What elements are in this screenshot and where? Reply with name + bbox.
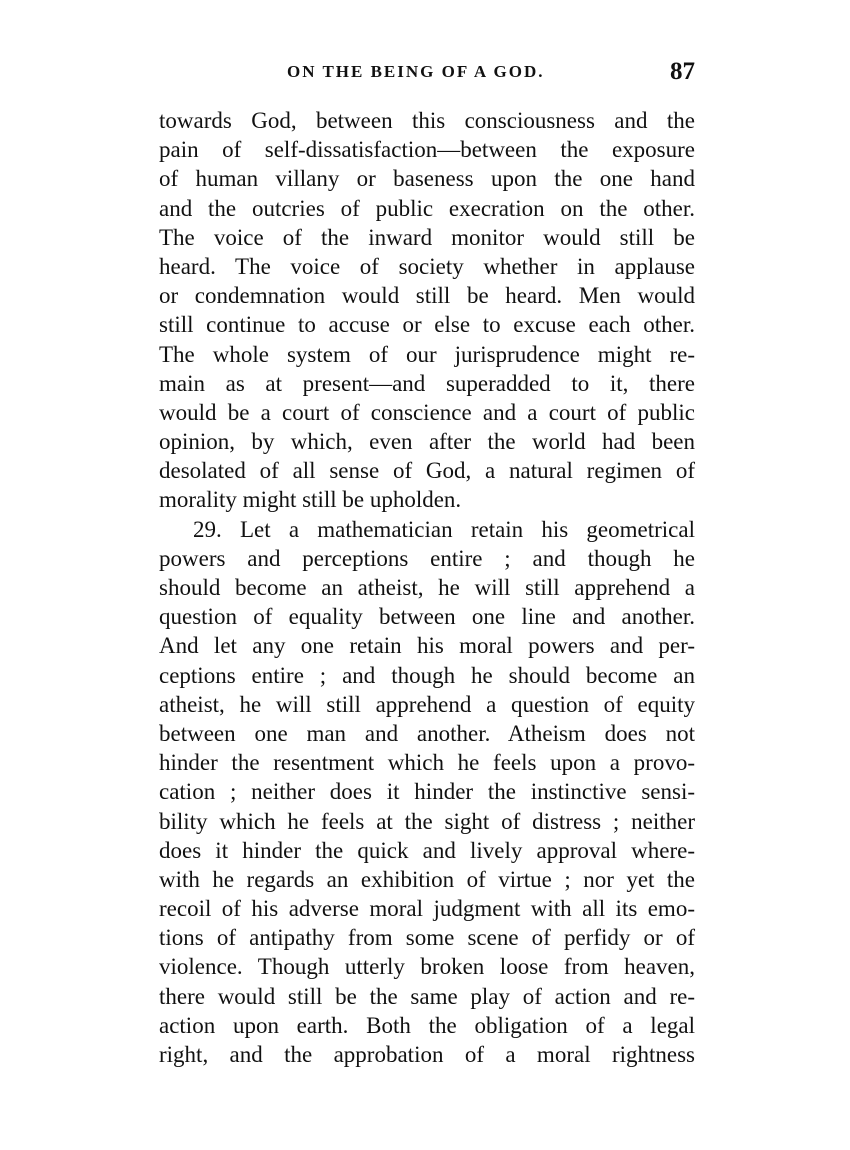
body-text xyxy=(159,106,695,1069)
text-line: main as at present—and superadded to it, there xyxy=(159,370,695,396)
text-line: heard. The voice of society whether in applause xyxy=(159,253,695,279)
text-line: still continue to accuse or else to excuse each other. xyxy=(159,312,695,338)
text-line: recoil of his adverse moral judgment with all its emo- xyxy=(159,896,695,922)
text-line: And let any one retain his moral powers and per- xyxy=(159,633,695,659)
text-line: and the outcries of public execration on the other. xyxy=(159,195,695,221)
text-line: towards God, between this consciousness and the xyxy=(159,108,695,133)
page-number: 87 xyxy=(670,58,695,85)
text-line: tions of antipathy from some scene of perfidy or of xyxy=(159,925,695,951)
text-line: or condemnation would still be heard. Men would xyxy=(159,283,695,309)
text-line: cation ; neither does it hinder the instinctive sensi- xyxy=(159,779,695,805)
text-line: ceptions entire ; and though he should become an xyxy=(159,662,695,688)
text-line: of human villany or baseness upon the one hand xyxy=(159,166,695,192)
text-line: violence. Though utterly broken loose from heaven, xyxy=(159,954,695,980)
text-line: right, and the approbation of a moral rightness xyxy=(159,1042,695,1067)
text-line: action upon earth. Both the obligation of a legal xyxy=(159,1012,695,1038)
text-line: atheist, he will still apprehend a question of equity xyxy=(159,691,695,717)
text-line: powers and perceptions entire ; and though he xyxy=(159,545,695,571)
text-line: The voice of the inward monitor would still be xyxy=(159,224,695,250)
page-header xyxy=(159,58,695,92)
text-line: does it hinder the quick and lively approval where- xyxy=(159,837,695,863)
text-line: bility which he feels at the sight of distress ; neither xyxy=(159,808,695,834)
text-line: pain of self-dissatisfaction—between the exposure xyxy=(159,137,695,163)
paragraph-end-line: morality might still be upholden. xyxy=(159,487,462,513)
text-line: there would still be the same play of action and re- xyxy=(159,983,695,1009)
text-line: opinion, by which, even after the world had been xyxy=(159,429,695,455)
text-line: desolated of all sense of God, a natural regimen of xyxy=(159,458,695,484)
text-line: question of equality between one line and another. xyxy=(159,604,695,630)
text-line: hinder the resentment which he feels upon a provo- xyxy=(159,750,695,776)
text-line: should become an atheist, he will still apprehend a xyxy=(159,575,695,600)
text-line: between one man and another. Atheism does not xyxy=(159,720,695,746)
paragraph-start-line: 29. Let a mathematician retain his geometrical xyxy=(193,516,695,542)
text-line: The whole system of our jurisprudence might re- xyxy=(159,341,695,367)
text-line: would be a court of conscience and a court of public xyxy=(159,399,695,425)
running-head: ON THE BEING OF A GOD. xyxy=(287,62,545,81)
text-line: with he regards an exhibition of virtue ; nor yet the xyxy=(159,866,695,892)
